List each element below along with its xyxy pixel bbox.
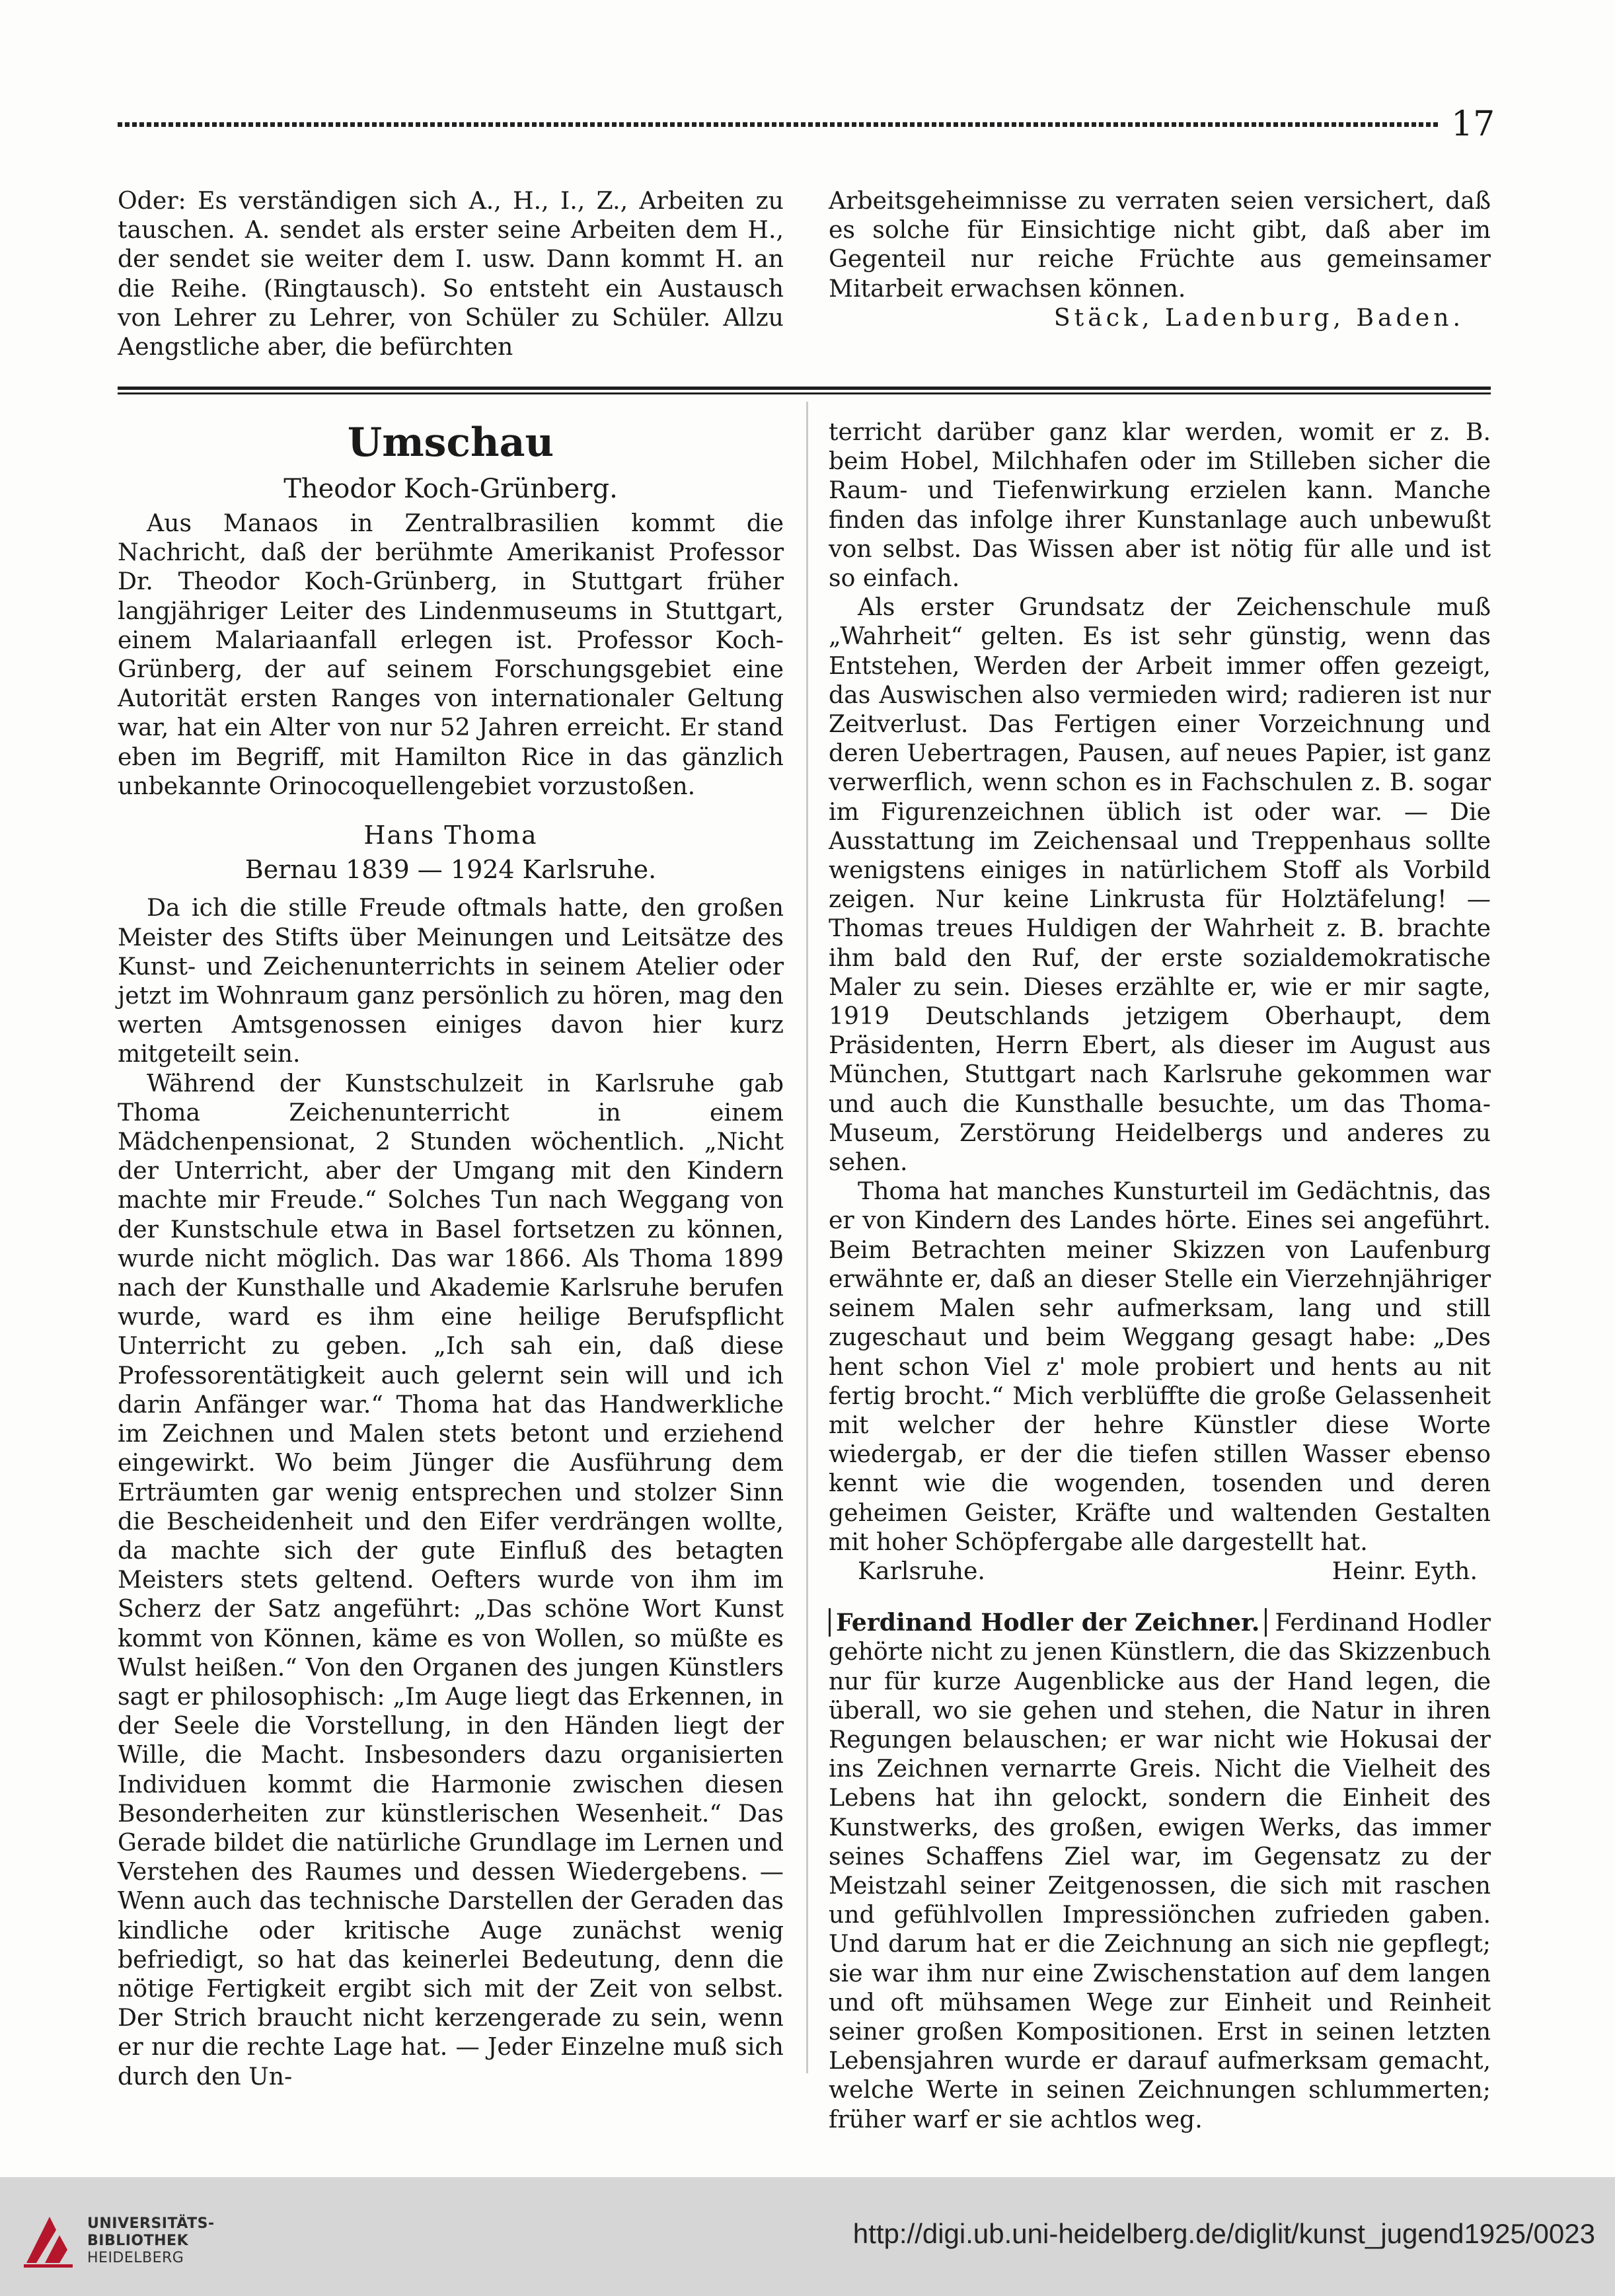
section-divider-rule — [118, 387, 1491, 390]
top-right-text: Arbeitsgeheimnisse zu verraten seien versichert, daß es solche für Einsichtige nicht gibt, daß aber im Gegenteil nur reiche Früchte aus gemeinsamer Mitarbeit erwachsen können. — [829, 186, 1491, 303]
thoma-signature-line — [829, 1557, 1491, 1586]
thoma-continuation-1: terricht darüber ganz klar werden, womit er z. B. beim Hobel, Milchhafen oder im Stilleben sicher die Raum- und Tiefenwirkung erzielen kann. Manche finden das infolge ihrer Kunstanlage auch unbewußt von selbst. Das Wissen aber ist nötig für alle und ist so einfach. — [829, 418, 1491, 593]
top-right-column — [829, 186, 1491, 332]
top-left-column — [118, 186, 784, 361]
library-name-line3: HEIDELBERG — [87, 2250, 184, 2266]
top-right-signature: Stäck, Ladenburg, Baden. — [1053, 303, 1464, 332]
hodler-paragraph — [829, 1608, 1491, 2134]
thoma-continuation-3: Thoma hat manches Kunsturteil im Gedächtnis, das er von Kindern des Landes hörte. Eines sei angeführt. Beim Betrachten meiner Skizzen von Laufenburg erwähnte er, daß an dieser Stelle ein Vierzehnjähriger seinem Malen sehr aufmerksam, lang und still zugeschaut und beim Weggang gesagt habe: „Des hent schon Viel z' mole probiert und hents au nit fertig brocht.“ Mich verblüffte die große Gelassenheit mit welcher der hehre Künstler diese Worte wiedergab, er der die tiefen stillen Wasser ebenso kennt wie die wogenden, tosenden und deren geheimen Geister, Kräfte und waltenden Gestalten mit hoher Schöpfergabe alle dargestellt hat. — [829, 1177, 1491, 1556]
library-name-line2: BIBLIOTHEK — [87, 2233, 189, 2249]
thoma-heading: Hans Thoma — [363, 821, 538, 850]
umschau-title: Umschau — [347, 420, 554, 466]
column-divider — [806, 402, 808, 2073]
thoma-paragraph-1: Da ich die stille Freude oftmals hatte, den großen Meister des Stifts über Meinungen und Leitsätze des Kunst- und Zeichenunterrichts in seinem Atelier oder jetzt im Wohnraum ganz persönlich zu hören, mag den werten Amtsgenossen einiges davon hier kurz mitgeteilt sein. — [118, 893, 784, 1068]
section-divider-rule-thin — [118, 392, 1491, 394]
left-main-column — [118, 418, 784, 2091]
koch-gruenberg-text: Aus Manaos in Zentralbrasilien kommt die Nachricht, daß der berühmte Amerikanist Professor Dr. Theodor Koch-Grünberg, in Stuttgart früher langjähriger Leiter des Lindenmuseums in Stuttgart, einem Malariaanfall erlegen ist. Professor Koch-Grünberg, der auf seinem Forschungsgebiet eine Autorität ersten Ranges von internationaler Geltung war, hat ein Alter von nur 52 Jahren erreicht. Er stand eben im Begriff, mit Hamilton Rice in das gänzlich unbekannte Orinocoquellengebiet vorzustoßen. — [118, 509, 784, 800]
source-url-link[interactable]: http://digi.ub.uni-heidelberg.de/diglit/kunst_jugend1925/0023 — [852, 2218, 1595, 2249]
thoma-place: Karlsruhe. — [858, 1556, 985, 1585]
thoma-signature: Heinr. Eyth. — [1332, 1556, 1478, 1585]
page-number: 17 — [1451, 104, 1495, 144]
koch-gruenberg-heading: Theodor Koch-Grünberg. — [283, 474, 618, 504]
hodler-title: Ferdinand Hodler der Zeichner. — [829, 1608, 1267, 1637]
thoma-paragraph-2: Während der Kunstschulzeit in Karlsruhe gab Thoma Zeichenunterricht in einem Mädchenpensionat, 2 Stunden wöchentlich. „Nicht der Unterricht, aber der Umgang mit den Kindern machte mir Freude.“ Solches Tun nach Weggang von der Kunstschule etwa in Basel fortsetzen zu können, wurde nicht möglich. Das war 1866. Als Thoma 1899 nach der Kunsthalle und Akademie Karlsruhe berufen wurde, ward es ihm eine heilige Berufspflicht Unterricht zu geben. „Ich sah ein, daß diese Professorentätigkeit auch gelernt sein will und ich darin Anfänger war.“ Thoma hat das Handwerkliche im Zeichnen und Malen stets betont und erziehend eingewirkt. Wo beim Jünger die Ausführung dem Erträumten gar wenig entsprechen und stolzer Sinn die Bescheidenheit und den Eifer verdrängen wollte, da machte sich der gute Einfluß des betagten Meisters stets geltend. Oefters wurde von ihm im Scherz der Satz angeführt: „Das schöne Wort Kunst kommt von Können, käme es von Wollen, so müßte es Wulst heißen.“ Von den Organen des jungen Künstlers sagt er philosophisch: „Im Auge liegt das Erkennen, in der Seele die Vorstellung, in den Händen liegt der Wille, die Macht. Insbesonders dazu organisierten Individuen kommt die Harmonie zwischen diesen Besonderheiten zur künstlerischen Wesenheit.“ Das Gerade bildet die natürliche Grundlage im Lernen und Verstehen des Raumes und dessen Wiedergebens. — Wenn auch das technische Darstellen der Geraden das kindliche oder kritische Auge zunächst wenig befriedigt, so hat das keinerlei Bedeutung, denn die nötige Fertigkeit ergibt sich mit der Zeit von selbst. Der Strich braucht nicht kerzengerade zu sein, wenn er nur die rechte Lage hat. — Jeder Einzelne muß sich durch den Un- — [118, 1068, 784, 2091]
library-name — [87, 2215, 215, 2267]
library-name-line1: UNIVERSITÄTS- — [87, 2215, 215, 2232]
hodler-text: Ferdinand Hodler gehörte nicht zu jenen Künstlern, die das Skizzenbuch nur für kurze Augenblicke aus der Hand legen, die überall, wo sie gehen und stehen, die Natur in ihren Regungen belauschen; er war nicht wie Hokusai der ins Zeichnen vernarrte Greis. Nicht die Vielheit des Lebens hat ihn gelockt, sondern die Einheit des Kunstwerks, des großen, ewigen Werks, das immer seines Schaffens Ziel war, im Gegensatz zu der Meistzahl seiner Zeitgenossen, die sich mit raschen und gefühlvollen Impressiönchen zufrieden gaben. Und darum hat er die Zeichnung an sich nie gepflegt; sie war ihm nur eine Zwischenstation auf dem langen und oft mühsamen Wege zur Einheit und Reinheit seiner großen Kompositionen. Erst in seinen letzten Lebensjahren wurde er darauf aufmerksam gemacht, welche Werte in seinen Zeichnungen schlummerten; früher warf er sie achtlos weg. — [829, 1608, 1491, 2133]
header-rule — [118, 122, 1441, 127]
top-left-text: Oder: Es verständigen sich A., H., I., Z., Arbeiten zu tauschen. A. sendet als erster seine Arbeiten dem H., der sendet sie weiter dem I. usw. Dann kommt H. an die Reihe. (Ringtausch). So entsteht ein Austausch von Lehrer zu Lehrer, von Schüler zu Schüler. Allzu Aengstliche aber, die befürchten — [118, 186, 784, 361]
university-library-logo-icon — [20, 2210, 77, 2270]
thoma-continuation-2: Als erster Grundsatz der Zeichenschule muß „Wahrheit“ gelten. Es ist sehr günstig, wenn das Entstehen, Werden der Arbeit immer offen gezeigt, das Auswischen also vermieden wird; radieren ist nur Zeitverlust. Das Fertigen einer Vorzeichnung und deren Uebertragen, Pausen, auf neues Papier, ist ganz verwerflich, wenn schon es in Fachschulen z. B. sogar im Figurenzeichnen üblich ist oder war. — Die Ausstattung im Zeichensaal und Treppenhaus sollte wenigstens einiges in natürlichem Stoff als Vorbild zeigen. Nur keine Linkrusta für Holztäfelung! — Thomas treues Huldigen der Wahrheit z. B. brachte ihm bald den Ruf, der erste sozialdemokratische Maler zu sein. Dieses erzählte er, wie er mir sagte, 1919 Deutschlands jetzigem Oberhaupt, dem Präsidenten, Herrn Ebert, als dieser im August aus München, Stuttgart nach Karlsruhe gekommen war und auch die Kunsthalle besuchte, um das Thoma-Museum, Zerstörung Heidelbergs und anderes zu sehen. — [829, 593, 1491, 1177]
thoma-dates: Bernau 1839 — 1924 Karlsruhe. — [244, 855, 657, 885]
right-main-column — [829, 418, 1491, 2134]
library-footer — [0, 2177, 1615, 2296]
